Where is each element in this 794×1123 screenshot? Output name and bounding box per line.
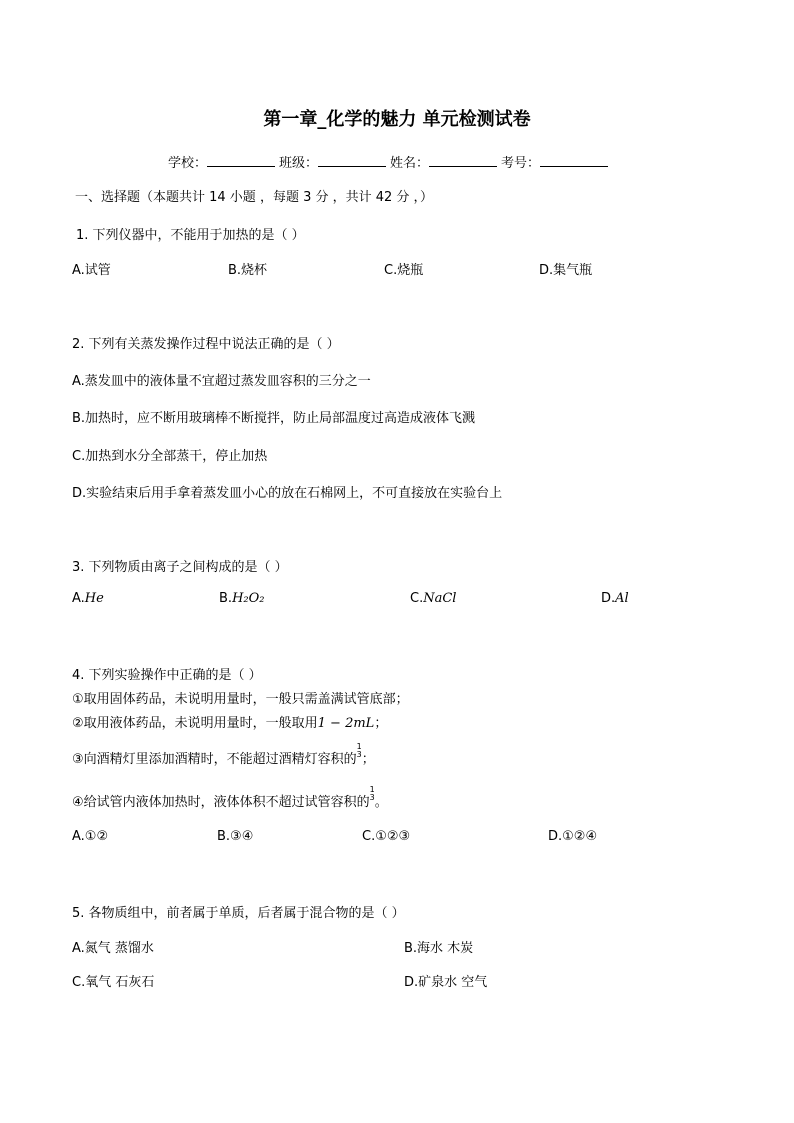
q1-option-d[interactable]: D.集气瓶 bbox=[539, 263, 593, 278]
question-2-stem: 2. 下列有关蒸发操作过程中说法正确的是（ ） bbox=[72, 337, 340, 352]
option-letter: A. bbox=[72, 591, 85, 606]
fraction-one-third: 1 3 bbox=[356, 742, 362, 759]
q4-option-b[interactable]: B.③④ bbox=[217, 829, 254, 844]
option-letter: D. bbox=[601, 591, 616, 606]
section-heading: 一、选择题（本题共计 14 小题 ，每题 3 分 ，共计 42 分 ，） bbox=[75, 190, 434, 205]
formula: Al bbox=[615, 591, 629, 606]
class-label: 班级： bbox=[279, 156, 319, 171]
q4-option-d[interactable]: D.①②④ bbox=[548, 829, 598, 844]
statement-text: ②取用液体药品，未说明用量时，一般取用 bbox=[72, 716, 318, 731]
q4-statement-4 bbox=[72, 786, 388, 810]
q1-option-c[interactable]: C.烧瓶 bbox=[384, 263, 424, 278]
id-blank[interactable] bbox=[540, 152, 608, 167]
q4-option-a[interactable]: A.①② bbox=[72, 829, 109, 844]
q1-option-a[interactable]: A.试管 bbox=[72, 263, 111, 278]
statement-text: ④给试管内液体加热时，液体体积不超过试管容积的 bbox=[72, 795, 370, 810]
q1-option-b[interactable]: B.烧杯 bbox=[228, 263, 268, 278]
formula: He bbox=[84, 591, 104, 606]
statement-end: ； bbox=[374, 716, 388, 731]
page-title: 第一章_化学的魅力 单元检测试卷 bbox=[263, 109, 531, 130]
option-letter: B. bbox=[219, 591, 233, 606]
id-label: 考号： bbox=[501, 156, 541, 171]
q2-option-a[interactable]: A.蒸发皿中的液体量不宜超过蒸发皿容积的三分之一 bbox=[72, 374, 371, 389]
statement-end: 。 bbox=[374, 795, 388, 810]
option-letter: C. bbox=[410, 591, 424, 606]
q4-statement-3 bbox=[72, 743, 375, 767]
q3-option-a[interactable] bbox=[72, 591, 104, 606]
name-blank[interactable] bbox=[429, 152, 497, 167]
class-blank[interactable] bbox=[318, 152, 386, 167]
volume-range: 1 − 2mL bbox=[317, 716, 375, 731]
q3-option-c[interactable] bbox=[410, 591, 456, 606]
q4-statement-2 bbox=[72, 712, 387, 731]
statement-end: ； bbox=[361, 752, 375, 767]
q2-option-d[interactable]: D.实验结束后用手拿着蒸发皿小心的放在石棉网上，不可直接放在实验台上 bbox=[72, 486, 503, 501]
q3-option-d[interactable] bbox=[601, 591, 629, 606]
question-4-stem: 4. 下列实验操作中正确的是（ ） bbox=[72, 668, 262, 683]
question-1-stem: 1. 下列仪器中，不能用于加热的是（ ） bbox=[76, 228, 305, 243]
student-info-row bbox=[168, 152, 612, 171]
q3-option-b[interactable] bbox=[219, 591, 264, 606]
fraction-one-third: 1 3 bbox=[369, 785, 375, 802]
question-5-stem: 5. 各物质组中，前者属于单质，后者属于混合物的是（ ） bbox=[72, 906, 405, 921]
formula: H₂O₂ bbox=[232, 591, 265, 606]
statement-text: ③向酒精灯里添加酒精时，不能超过酒精灯容积的 bbox=[72, 752, 357, 767]
q5-option-b[interactable]: B.海水 木炭 bbox=[404, 941, 474, 956]
q2-option-c[interactable]: C.加热到水分全部蒸干，停止加热 bbox=[72, 449, 268, 464]
q4-statement-1: ①取用固体药品，未说明用量时，一般只需盖满试管底部； bbox=[72, 692, 409, 707]
q4-option-c[interactable]: C.①②③ bbox=[362, 829, 411, 844]
school-label: 学校： bbox=[168, 156, 208, 171]
question-3-stem: 3. 下列物质由离子之间构成的是（ ） bbox=[72, 560, 288, 575]
q2-option-b[interactable]: B.加热时，应不断用玻璃棒不断搅拌，防止局部温度过高造成液体飞溅 bbox=[72, 411, 476, 426]
formula: NaCl bbox=[423, 591, 457, 606]
q5-option-c[interactable]: C.氧气 石灰石 bbox=[72, 975, 155, 990]
name-label: 姓名： bbox=[390, 156, 430, 171]
school-blank[interactable] bbox=[207, 152, 275, 167]
q5-option-d[interactable]: D.矿泉水 空气 bbox=[404, 975, 488, 990]
q5-option-a[interactable]: A.氮气 蒸馏水 bbox=[72, 941, 154, 956]
